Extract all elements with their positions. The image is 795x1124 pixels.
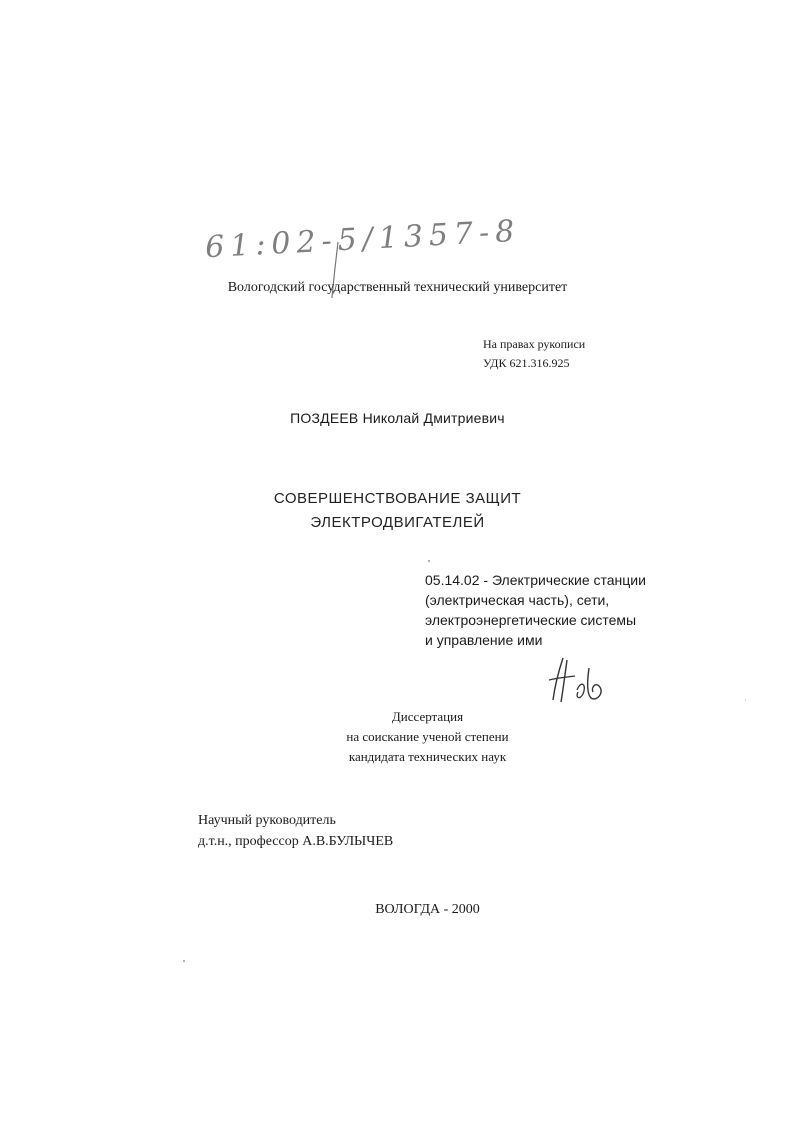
university-name: Вологодский государственный технический университет [227,280,568,295]
dissertation-label: Диссертация [391,709,464,724]
udc-code: УДК 621.316.925 [483,356,570,370]
scan-speck [428,560,430,562]
title-line-2: ЭЛЕКТРОДВИГАТЕЛЕЙ [310,514,485,531]
author-signature [545,650,615,710]
specialty-line-2: (электрическая часть), сети, [425,592,610,608]
manuscript-rights-block [483,335,585,373]
manuscript-rights-label: На правах рукописи [483,337,586,351]
specialty-line-4: и управление ими [425,632,543,648]
scan-speck [183,960,185,962]
advisor-name: д.т.н., профессор А.В.БУЛЫЧЕВ [198,834,394,849]
city-year: ВОЛОГДА - 2000 [375,902,480,917]
degree-statement [0,707,795,767]
dissertation-title [0,487,795,535]
degree-line-3: кандидата технических наук [348,749,507,764]
author-name: ПОЗДЕЕВ Николай Дмитриевич [290,410,505,426]
scan-speck [745,700,746,701]
handwritten-catalog-number: 61:02-5/1357-8 [204,213,522,266]
degree-line-2: на соискание ученой степени [346,729,509,744]
specialty-name: - Электрические станции [479,572,646,588]
scientific-advisor [198,810,393,852]
specialty-line-3: электроэнергетические системы [425,612,637,628]
specialty-code: 05.14.02 [425,572,480,588]
specialty-line-1 [425,570,646,590]
title-line-1: СОВЕРШЕНСТВОВАНИЕ ЗАЩИТ [273,490,522,507]
specialty-block [425,570,646,650]
advisor-label: Научный руководитель [198,813,336,828]
